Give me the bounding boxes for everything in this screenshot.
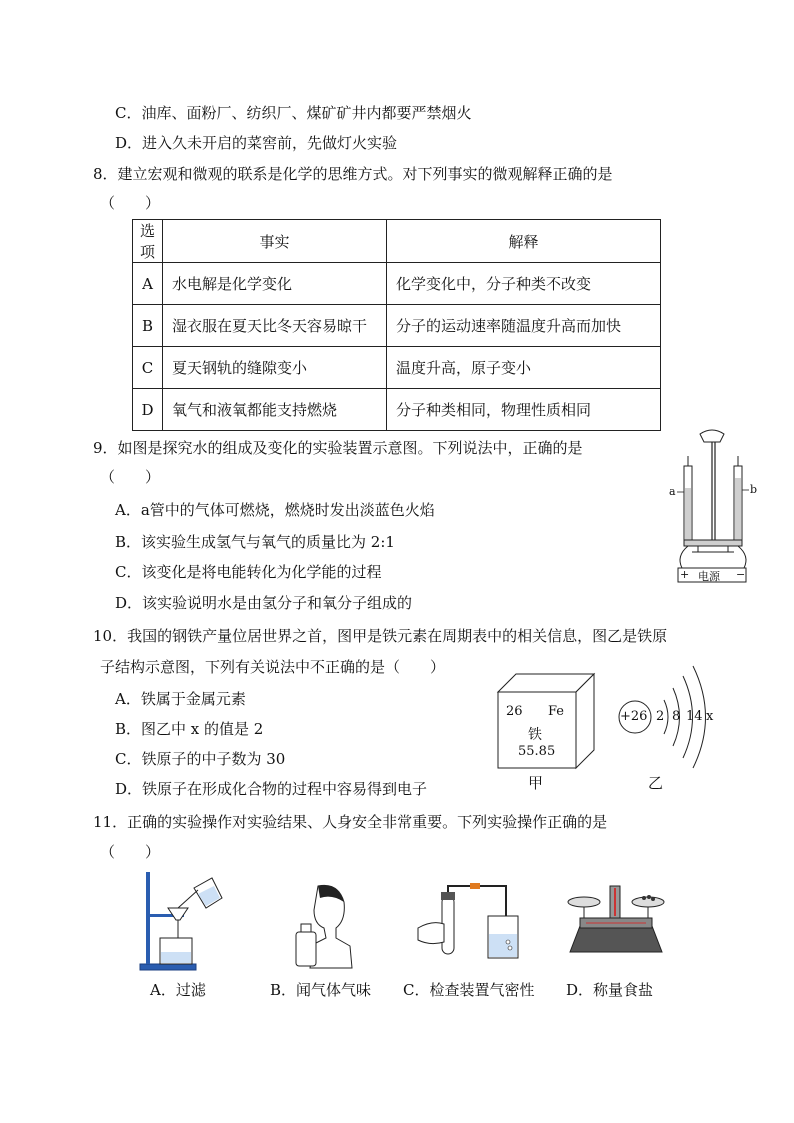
table-cell: 氧气和液氧都能支持燃烧 xyxy=(163,389,387,431)
smelling-gas-figure xyxy=(292,880,358,970)
figure-yi-caption: 乙 xyxy=(648,774,664,792)
table-cell: B xyxy=(133,305,163,347)
q11-stem: 11．正确的实验操作对实验结果、人身安全非常重要。下列实验操作正确的是 xyxy=(93,813,608,831)
table-cell: 温度升高，原子变小 xyxy=(387,347,661,389)
q10-option-b: B．图乙中 x 的值是 2 xyxy=(115,720,264,738)
plus-sign: + xyxy=(680,568,690,581)
table-row xyxy=(133,347,661,389)
shell-1-electrons: 2 xyxy=(656,709,665,724)
figure-jia-caption: 甲 xyxy=(528,774,544,792)
q11-answer-paren: （ ） xyxy=(100,843,161,861)
shell-4-electrons: x xyxy=(706,709,714,724)
q9-option-b: B．该实验生成氢气与氧气的质量比为 2:1 xyxy=(115,533,395,551)
power-label: 电源 xyxy=(698,570,720,583)
atomic-structure-figure xyxy=(610,662,720,772)
q7-option-c: C．油库、面粉厂、纺织厂、煤矿矿井内都要严禁烟火 xyxy=(115,104,472,122)
q11-caption-d: D．称量食盐 xyxy=(566,981,654,999)
table-cell: D xyxy=(133,389,163,431)
filtration-figure xyxy=(138,868,228,972)
airtightness-check-figure xyxy=(414,880,524,970)
q9-answer-paren: （ ） xyxy=(100,468,161,486)
q10-stem-line2: 子结构示意图，下列有关说法中不正确的是（ ） xyxy=(100,658,446,676)
table-cell: C xyxy=(133,347,163,389)
table-cell: 化学变化中，分子种类不改变 xyxy=(387,263,661,305)
table-cell: 水电解是化学变化 xyxy=(163,263,387,305)
shell-3-electrons: 14 xyxy=(686,709,703,724)
shell-2-electrons: 8 xyxy=(672,709,681,724)
q10-option-a: A．铁属于金属元素 xyxy=(115,690,246,708)
element-symbol: Fe xyxy=(548,704,565,719)
atomic-mass: 55.85 xyxy=(518,744,556,759)
q10-option-d: D．铁原子在形成化合物的过程中容易得到电子 xyxy=(115,780,428,798)
q8-stem: 8．建立宏观和微观的联系是化学的思维方式。对下列事实的微观解释正确的是 xyxy=(93,165,613,183)
q11-caption-c: C．检查装置气密性 xyxy=(403,981,535,999)
electrolysis-apparatus-drawing xyxy=(668,428,756,586)
table-header: 选项 xyxy=(133,220,163,263)
element-cell-figure xyxy=(496,672,596,772)
table-cell: 湿衣服在夏天比冬天容易晾干 xyxy=(163,305,387,347)
electrolysis-apparatus-figure xyxy=(668,428,756,586)
balance-drawing xyxy=(564,880,668,960)
q10-option-c: C．铁原子的中子数为 30 xyxy=(115,750,286,768)
tube-a-label: a xyxy=(669,485,676,498)
q9-stem: 9．如图是探究水的组成及变化的实验装置示意图。下列说法中，正确的是 xyxy=(93,439,583,457)
q9-option-d: D．该实验说明水是由氢分子和氧分子组成的 xyxy=(115,594,413,612)
q9-option-c: C．该变化是将电能转化为化学能的过程 xyxy=(115,563,382,581)
table-cell: 分子种类相同，物理性质相同 xyxy=(387,389,661,431)
q11-caption-a: A．过滤 xyxy=(150,981,206,999)
table-header: 解释 xyxy=(387,220,661,263)
table-header-row xyxy=(133,220,661,263)
table-cell: 夏天钢轨的缝隙变小 xyxy=(163,347,387,389)
atomic-number: 26 xyxy=(506,704,523,719)
q8-table xyxy=(132,219,661,431)
table-cell: A xyxy=(133,263,163,305)
table-header: 事实 xyxy=(163,220,387,263)
table-row xyxy=(133,263,661,305)
q10-stem-line1: 10．我国的钢铁产量位居世界之首，图甲是铁元素在周期表中的相关信息，图乙是铁原 xyxy=(93,627,668,645)
table-row xyxy=(133,305,661,347)
weighing-salt-figure xyxy=(564,880,668,960)
airtightness-check-drawing xyxy=(414,880,524,970)
q7-option-d: D．进入久未开启的菜窖前，先做灯火实验 xyxy=(115,134,398,152)
filtration-drawing xyxy=(138,868,228,972)
table-cell: 分子的运动速率随温度升高而加快 xyxy=(387,305,661,347)
nucleus-charge: +26 xyxy=(620,709,648,724)
q11-caption-b: B．闻气体气味 xyxy=(270,981,372,999)
minus-sign: − xyxy=(736,568,746,581)
q8-answer-paren: （ ） xyxy=(100,194,161,212)
tube-b-label: b xyxy=(750,483,758,496)
smelling-gas-drawing xyxy=(292,880,358,970)
q9-option-a: A．a管中的气体可燃烧，燃烧时发出淡蓝色火焰 xyxy=(115,501,435,519)
table-row xyxy=(133,389,661,431)
element-name: 铁 xyxy=(528,727,542,743)
